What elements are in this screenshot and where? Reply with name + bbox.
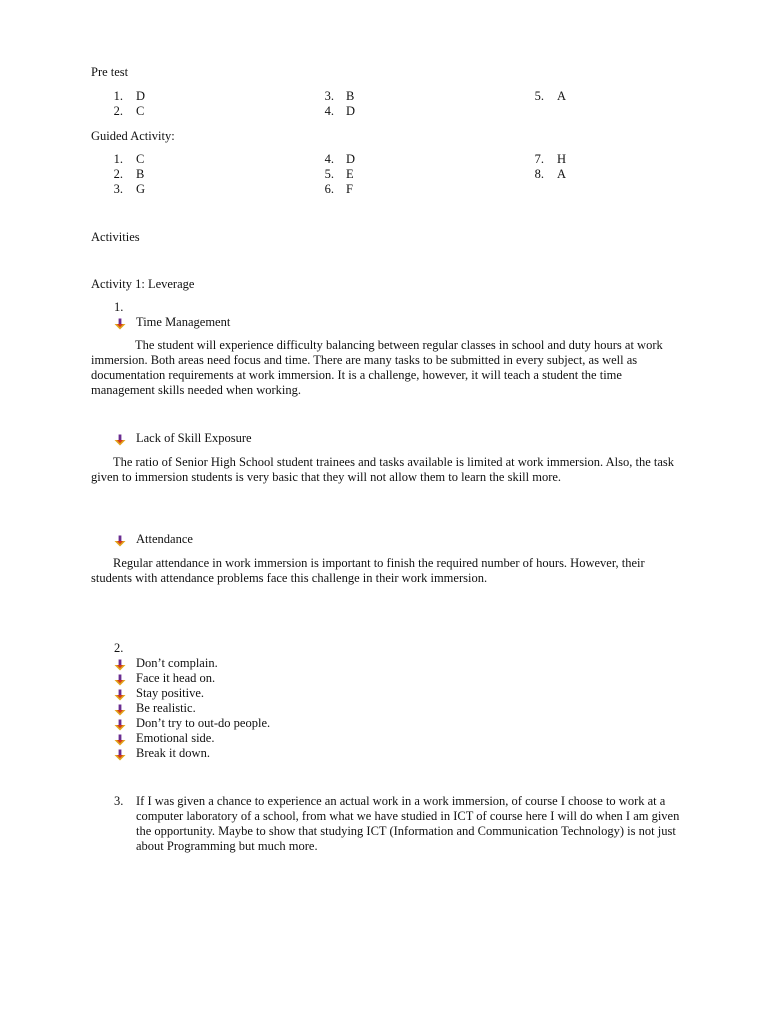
list-item-text: Break it down. [136,746,210,760]
item-answer: G [136,182,146,196]
item-answer: H [557,152,567,166]
list-item-text: Face it head on. [136,671,216,685]
item-answer: A [557,167,567,181]
item-number: 5. [534,89,544,103]
item-number: 4. [324,104,334,118]
item-number: 8. [534,167,544,181]
section3-number: 3. [114,794,124,808]
item-number: 7. [534,152,544,166]
item-answer: D [346,152,356,166]
subheading: Time Management [136,315,231,329]
arrow-bullet-icon [114,689,126,701]
arrow-bullet-icon [114,704,126,716]
item-number: 3. [324,89,334,103]
item-answer: D [346,104,356,118]
arrow-bullet-icon [114,719,126,731]
item-number: 1. [113,152,123,166]
item-answer: A [557,89,567,103]
arrow-bullet-icon [114,434,126,446]
arrow-bullet-icon [114,318,126,330]
item-number: 2. [113,104,123,118]
paragraph: The student will experience difficulty balancing between regular classes in school and duty hours at work immersion. Both areas need focus and time. There are many tasks to be submitted in every subject, as well as documentation requirements at work immersion. It is a challenge, however, it will teach a student the time management skills needed when working. [91,338,663,397]
arrow-bullet-icon [114,749,126,761]
list-item-text: Be realistic. [136,701,196,715]
item-answer: B [346,89,355,103]
item-answer: F [346,182,353,196]
item-answer: D [136,89,146,103]
subheading: Lack of Skill Exposure [136,431,252,445]
item-number: 6. [324,182,334,196]
list-item-text: Don’t try to out-do people. [136,716,271,730]
activity1-heading: Activity 1: Leverage [91,277,195,291]
section3-paragraph: If I was given a chance to experience an actual work in a work immersion, of course I choose to work at a computer laboratory of a school, from what we have studied in ICT of course here I will do when I am given the opportunity. Maybe to show that studying ICT (Information and Communication Technology) is not just about Programming but much more. [136,794,680,853]
item-answer: C [136,152,145,166]
paragraph: Regular attendance in work immersion is important to finish the required number of hours. However, their students with attendance problems face this challenge in their work immersion. [91,556,645,585]
item-answer: B [136,167,145,181]
paragraph: The ratio of Senior High School student trainees and tasks available is limited at work immersion. Also, the task given to immersion students is very basic that they will not allow them to learn the skill more. [91,455,675,484]
arrow-bullet-icon [114,535,126,547]
list-item-text: Stay positive. [136,686,205,700]
section2-number: 2. [114,641,124,655]
item-number: 5. [324,167,334,181]
section1-number: 1. [114,300,124,314]
item-number: 2. [113,167,123,181]
list-item-text: Don’t complain. [136,656,218,670]
arrow-bullet-icon [114,674,126,686]
guided-activity-heading: Guided Activity: [91,129,175,143]
item-answer: E [346,167,354,181]
item-number: 1. [113,89,123,103]
arrow-bullet-icon [114,734,126,746]
arrow-bullet-icon [114,659,126,671]
activities-heading: Activities [91,230,140,244]
pretest-heading: Pre test [91,65,129,79]
item-number: 4. [324,152,334,166]
subheading: Attendance [136,532,193,546]
item-number: 3. [113,182,123,196]
list-item-text: Emotional side. [136,731,215,745]
item-answer: C [136,104,145,118]
